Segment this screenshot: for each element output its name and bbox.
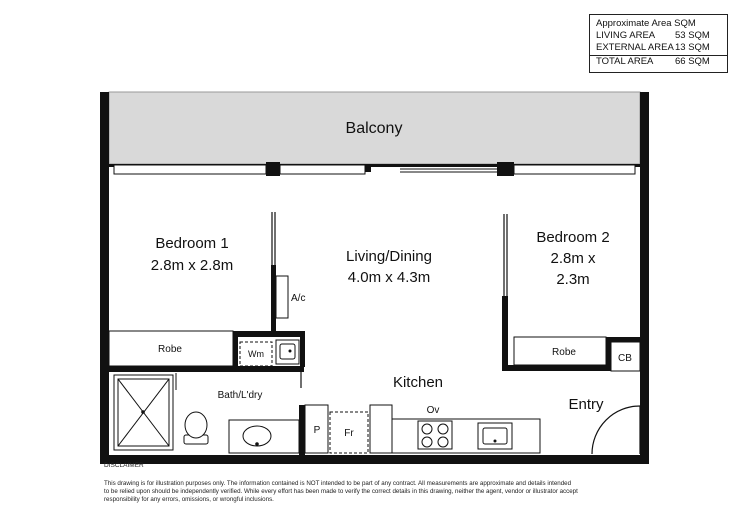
- area-row-label: LIVING AREA: [596, 30, 656, 41]
- area-row-label: EXTERNAL AREA: [596, 42, 674, 53]
- shower: [114, 373, 176, 450]
- living-size: 4.0m x 4.3m: [347, 269, 431, 286]
- area-total-value: 66 SQM: [675, 56, 710, 67]
- disclaimer-line: This drawing is for illustration purposes only. The information contained is NOT intended to be part of any contract. All measurements are approximate and details intended: [104, 480, 572, 487]
- bath-label: Bath/L'dry: [217, 390, 263, 401]
- balcony-label: Balcony: [345, 120, 403, 137]
- area-row-value: 13 SQM: [675, 42, 710, 53]
- bedroom-2-size-1: 2.8m x: [550, 250, 596, 267]
- toilet: [184, 412, 208, 444]
- disclaimer: [104, 462, 644, 504]
- kitchen-sink: [478, 423, 512, 449]
- area-total-label: TOTAL AREA: [596, 56, 654, 67]
- disclaimer-line: responsibility for any errors, omissions, or wrongful inclusions.: [104, 496, 274, 503]
- disclaimer-title: DISCLAIMER: [104, 462, 144, 469]
- pantry-label: P: [313, 425, 321, 436]
- ac-label: A/c: [291, 293, 306, 304]
- bedroom-1-name: Bedroom 1: [155, 235, 229, 252]
- vanity: [229, 420, 299, 453]
- robe-2-label: Robe: [552, 347, 576, 358]
- living-name: Living/Dining: [346, 248, 432, 265]
- kitchen-label: Kitchen: [392, 374, 444, 391]
- fridge-label: Fr: [344, 428, 354, 439]
- bedroom-2-size-2: 2.3m: [556, 271, 590, 288]
- bedroom-2-name: Bedroom 2: [536, 229, 610, 246]
- cb-label: CB: [618, 353, 632, 364]
- robe-1-label: Robe: [158, 344, 182, 355]
- oven-label: Ov: [426, 405, 440, 416]
- entry-label: Entry: [568, 396, 604, 413]
- area-table-title: Approximate Area SQM: [596, 18, 696, 29]
- area-row-value: 53 SQM: [675, 30, 710, 41]
- disclaimer-line: to be relied upon should be independently verified. While every effort has been made to verify the correct details in this drawing, neither the agent, vendor or illustrator accept: [104, 488, 578, 495]
- wm-label: Wm: [248, 349, 264, 359]
- ac-unit: [276, 276, 288, 318]
- bedroom-1-size: 2.8m x 2.8m: [150, 257, 234, 274]
